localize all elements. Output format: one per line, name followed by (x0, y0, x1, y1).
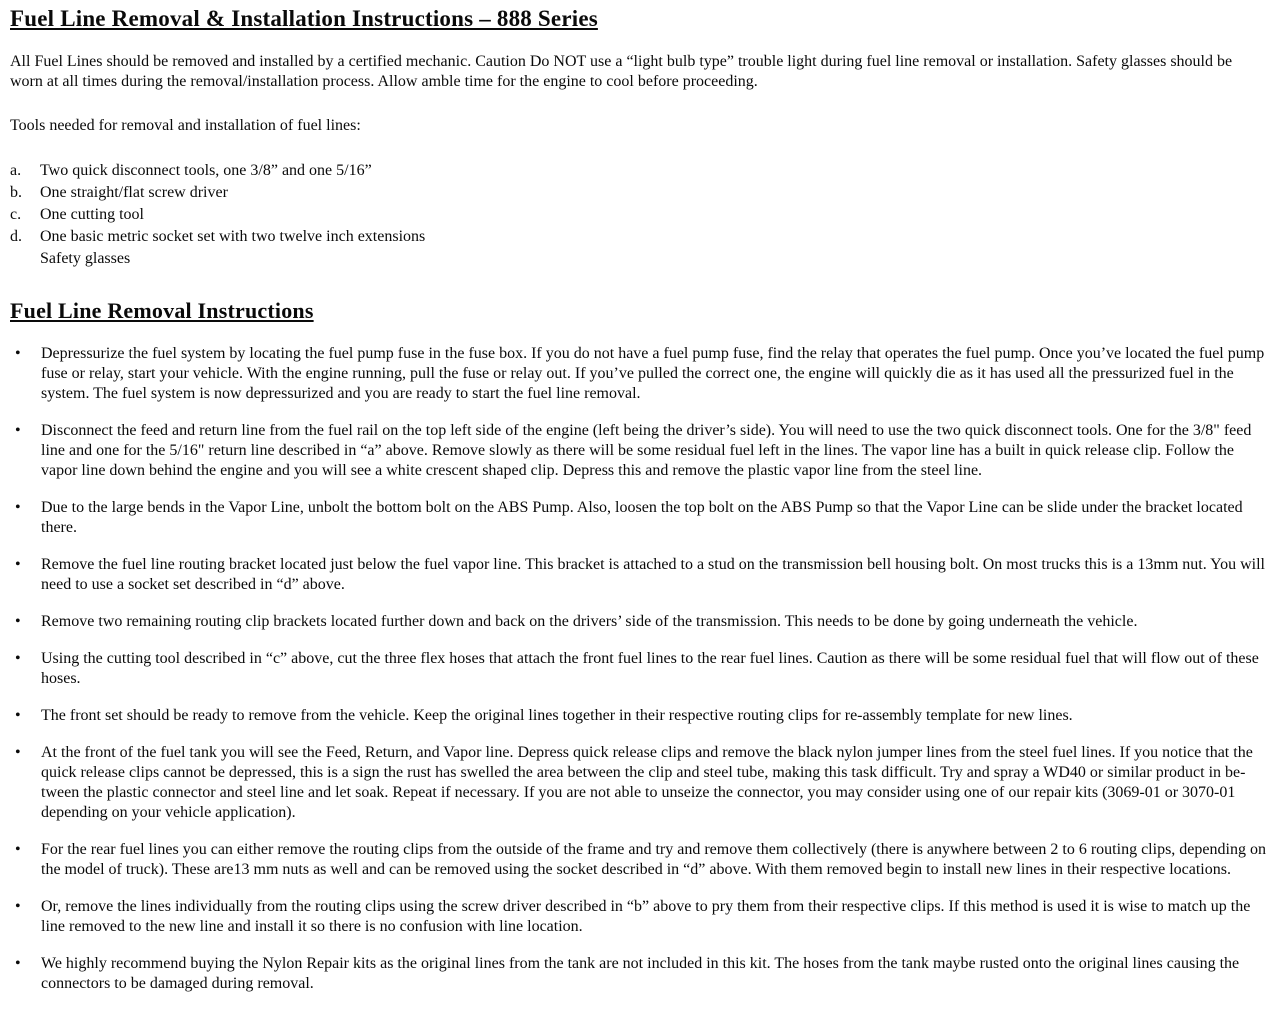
tool-marker-d: d. (10, 228, 22, 245)
removal-step-text: Depressurize the fuel system by locating the fuel pump fuse in the fuse box. If you do not have a fuel pump fuse, find the relay that operates the fuel pump. Once you’ve located the fuel pump fuse or relay, start your vehicle. With the engine running, pull the fuse or relay out. If you’ve pulled the correct one, the engine will quickly die as it has used all the pressurized fuel in the system. The fuel system is now depressurized and you are ready to start the fuel line removal. (41, 345, 1265, 402)
intro-paragraph: All Fuel Lines should be removed and installed by a certified mechanic. Caution Do NOT use a “light bulb type” trouble light during fuel line removal or installation. Safety glasses should be worn at all times during the removal/installation process. Allow amble time for the engine to cool before proceeding. (10, 53, 1233, 90)
tool-text-b: One straight/flat screw driver (40, 184, 228, 201)
removal-step-text: Due to the large bends in the Vapor Line, unbolt the bottom bolt on the ABS Pump. Also, loosen the top bolt on the ABS Pump so that the Vapor Line can be slide under the bracket located there. (41, 499, 1243, 536)
removal-step-text: Using the cutting tool described in “c” above, cut the three flex hoses that attach the front fuel lines to the rear fuel lines. Caution as there will be some residual fuel that will flow out of these hoses. (41, 650, 1259, 687)
removal-step-text: Remove two remaining routing clip brackets located further down and back on the drivers’ side of the transmission. This needs to be done by going underneath the vehicle. (41, 613, 1138, 630)
tool-marker-c: c. (10, 206, 22, 223)
document-title: Fuel Line Removal & Installation Instructions – 888 Series (10, 6, 598, 31)
tool-text-c: One cutting tool (40, 206, 144, 223)
bullet-icon: • (15, 345, 21, 362)
bullet-icon: • (15, 707, 21, 724)
removal-step (10, 706, 1266, 726)
section-heading: Fuel Line Removal Instructions (10, 298, 314, 323)
tool-item-c (10, 204, 1266, 226)
removal-step-text: The front set should be ready to remove from the vehicle. Keep the original lines together in their respective routing clips for re-assembly template for new lines. (41, 707, 1073, 724)
removal-step (10, 555, 1266, 595)
removal-step (10, 498, 1266, 538)
tool-item-b (10, 182, 1266, 204)
tools-list (10, 160, 1266, 270)
removal-step (10, 840, 1266, 880)
tools-intro: Tools needed for removal and installation of fuel lines: (10, 117, 361, 134)
bullet-icon: • (15, 898, 21, 915)
removal-step (10, 743, 1266, 823)
removal-step (10, 897, 1266, 937)
bullet-icon: • (15, 422, 21, 439)
removal-step (10, 344, 1266, 404)
tool-item-a (10, 160, 1266, 182)
tool-text-a: Two quick disconnect tools, one 3/8” and one 5/16” (40, 162, 372, 179)
removal-step-text: Disconnect the feed and return line from the fuel rail on the top left side of the engine (left being the driver’s side). You will need to use the two quick disconnect tools. One for the 3/8" feed line and one for the 5/16" return line described in “a” above. Remove slowly as there will be some residual fuel left in the lines. The vapor line has a built in quick release clip. Follow the vapor line down behind the engine and you will see a white crescent shaped clip. Depress this and remove the plastic vapor line from the steel line. (41, 422, 1252, 479)
tool-extra-safety-glasses: Safety glasses (40, 250, 131, 267)
tool-text-d: One basic metric socket set with two twelve inch extensions (40, 228, 426, 245)
removal-step-text: We highly recommend buying the Nylon Repair kits as the original lines from the tank are not included in this kit. The hoses from the tank maybe rusted onto the original lines causing the connectors to be damaged during removal. (41, 955, 1240, 992)
removal-steps-list (10, 344, 1266, 994)
removal-step (10, 421, 1266, 481)
tool-marker-b: b. (10, 184, 22, 201)
removal-step-text: Remove the fuel line routing bracket located just below the fuel vapor line. This bracket is attached to a stud on the transmission bell housing bolt. On most trucks this is a 13mm nut. You will need to use a socket set described in “d” above. (41, 556, 1265, 593)
bullet-icon: • (15, 499, 21, 516)
removal-step-text: At the front of the fuel tank you will see the Feed, Return, and Vapor line. Depress quick release clips and remove the black nylon jumper lines from the steel fuel lines. If you notice that the quick release clips cannot be depressed, this is a sign the rust has swelled the area between the clip and steel tube, making this task difficult. Try and spray a WD40 or similar product in be-tween the plastic connector and steel line and let soak. Repeat if necessary. If you are not able to unseize the connector, you may consider using one of our repair kits (3069-01 or 3070-01 depending on your vehicle application). (41, 744, 1253, 821)
bullet-icon: • (15, 613, 21, 630)
bullet-icon: • (15, 556, 21, 573)
bullet-icon: • (15, 955, 21, 972)
tool-item-d (10, 226, 1266, 248)
removal-step (10, 954, 1266, 994)
removal-step-text: For the rear fuel lines you can either remove the routing clips from the outside of the frame and try and remove them collectively (there is anywhere between 2 to 6 routing clips, depending on the model of truck). These are13 mm nuts as well and can be removed using the socket described in “d” above. With them removed begin to install new lines in their respective locations. (41, 841, 1266, 878)
removal-step (10, 612, 1266, 632)
bullet-icon: • (15, 744, 21, 761)
bullet-icon: • (15, 650, 21, 667)
removal-step-text: Or, remove the lines individually from the routing clips using the screw driver described in “b” above to pry them from their respective clips. If this method is used it is wise to match up the line removed to the new line and install it so there is no confusion with line location. (41, 898, 1251, 935)
removal-step (10, 649, 1266, 689)
bullet-icon: • (15, 841, 21, 858)
tool-marker-a: a. (10, 162, 22, 179)
